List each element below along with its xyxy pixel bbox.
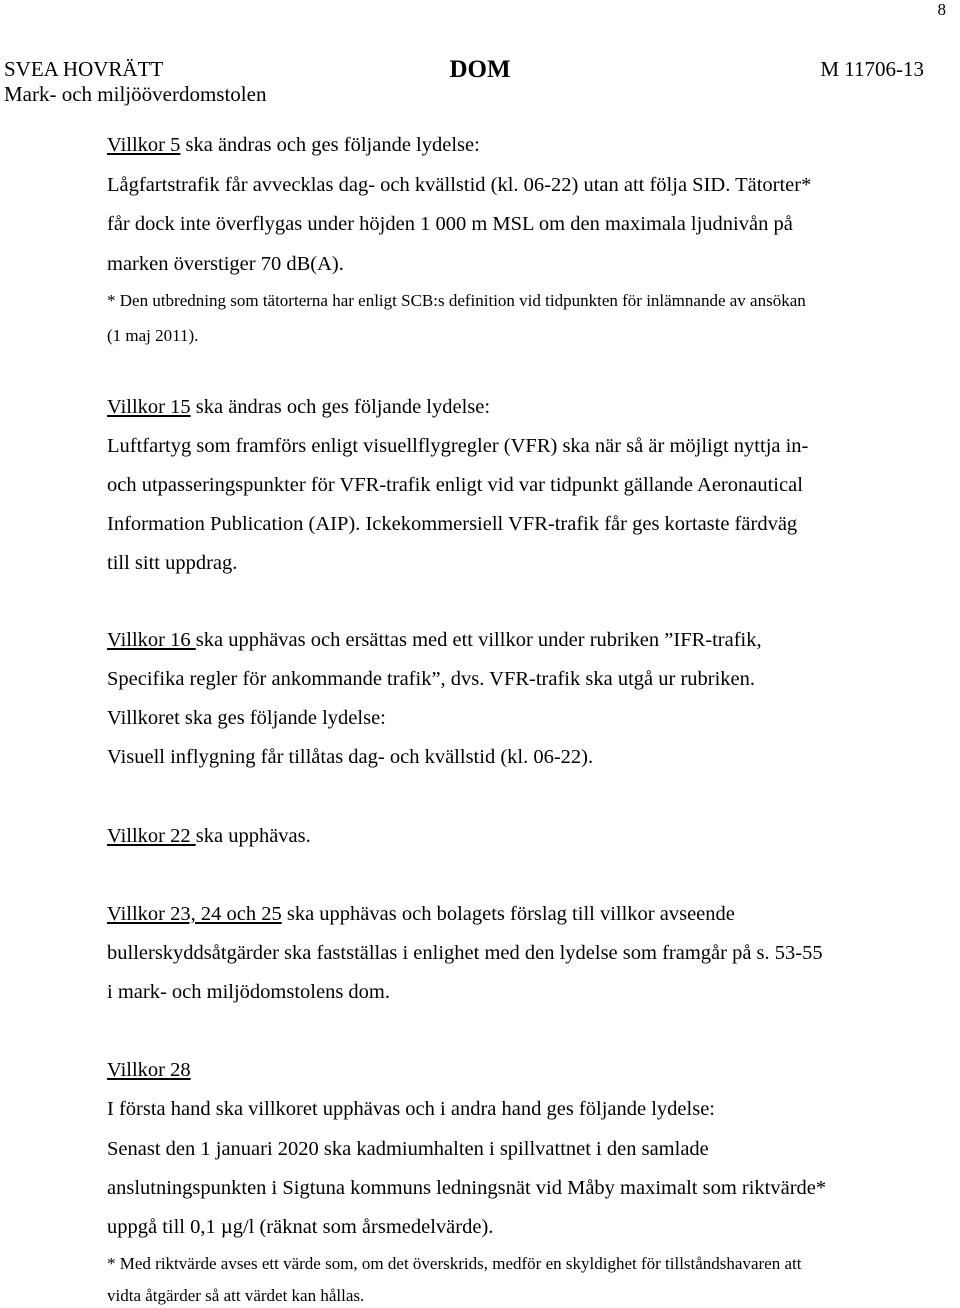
section-intro: ska ändras och ges följande lydelse: [180,134,480,156]
section-heading [107,824,311,848]
section-intro: ska upphävas och ersättas med ett villkor under rubriken ”IFR-trafik, [195,629,762,651]
text-line: Luftfartyg som framförs enligt visuellflygregler (VFR) ska när så är möjligt nyttja in- [107,435,809,457]
text-line: och utpasseringspunkter för VFR-trafik enligt vid var tidpunkt gällande Aeronautical [107,474,803,496]
section-heading [107,902,735,926]
condition-reference: Villkor 16 [107,629,196,651]
text-line: Villkoret ska ges följande lydelse: [107,707,386,729]
section-heading [107,395,490,419]
condition-reference: Villkor 23, 24 och 25 [107,903,282,925]
section-heading [107,1058,191,1082]
footnote-line: * Med riktvärde avses ett värde som, om det överskrids, medför en skyldighet för tillståndshavaren att [107,1254,802,1273]
page-number: 8 [937,0,946,19]
footnote-line: (1 maj 2011). [107,326,199,345]
text-line: Information Publication (AIP). Ickekommersiell VFR-trafik får ges kortaste färdväg [107,513,798,535]
text-line: anslutningspunkten i Sigtuna kommuns ledningsnät vid Måby maximalt som riktvärde* [107,1177,827,1199]
text-line: till sitt uppdrag. [107,552,238,574]
section-intro: ska ändras och ges följande lydelse: [190,396,491,418]
court-name: SVEA HOVRÄTT [4,57,164,81]
section-heading [107,133,480,157]
footnote-line: vidta åtgärder så att värdet kan hållas. [107,1286,365,1305]
document-type: DOM [449,56,511,83]
text-line: Senast den 1 januari 2020 ska kadmiumhalten i spillvattnet i den samlade [107,1138,709,1160]
text-line: uppgå till 0,1 µg/l (räknat som årsmedelvärde). [107,1216,494,1238]
condition-reference: Villkor 15 [107,396,191,418]
section-intro: ska upphävas. [195,825,311,847]
condition-reference: Villkor 28 [107,1059,191,1081]
text-line: marken överstiger 70 dB(A). [107,253,344,275]
case-number: M 11706-13 [820,57,924,81]
text-line: Lågfartstrafik får avvecklas dag- och kvällstid (kl. 06-22) utan att följa SID. Tätorter* [107,174,812,196]
footnote-line: * Den utbredning som tätorterna har enligt SCB:s definition vid tidpunkten för inlämnande av ansökan [107,291,806,310]
text-line: bullerskyddsåtgärder ska fastställas i enlighet med den lydelse som framgår på s. 53-55 [107,942,823,964]
text-line: i mark- och miljödomstolens dom. [107,981,390,1003]
section-intro: ska upphävas och bolagets förslag till villkor avseende [281,903,735,925]
text-line: Specifika regler för ankommande trafik”, dvs. VFR-trafik ska utgå ur rubriken. [107,668,756,690]
section-heading [107,628,762,652]
department-name: Mark- och miljööverdomstolen [4,82,267,106]
condition-reference: Villkor 5 [107,134,181,156]
text-line: I första hand ska villkoret upphävas och i andra hand ges följande lydelse: [107,1098,715,1120]
text-line: Visuell inflygning får tillåtas dag- och kvällstid (kl. 06-22). [107,746,594,768]
text-line: får dock inte överflygas under höjden 1 000 m MSL om den maximala ljudnivån på [107,213,793,235]
condition-reference: Villkor 22 [107,825,196,847]
